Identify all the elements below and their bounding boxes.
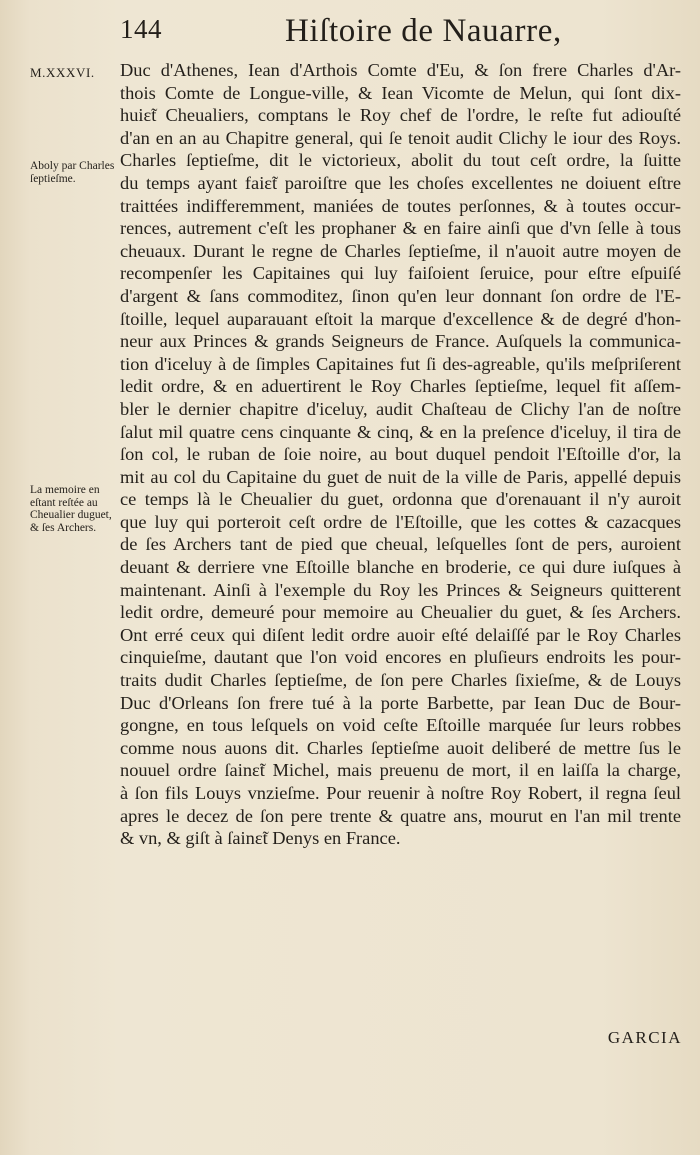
body-line: cheuaux. Durant le regne de Charles ſeptieſme, il n'auoit autre moyen de xyxy=(120,240,681,261)
body-line: ledit ordre, & en aduertirent le Roy Charles ſeptieſme, lequel fit aſſem- xyxy=(120,376,681,397)
body-line: nouuel ordre ſainɛ̃t Michel, mais preuenu de mort, il en laiſſa la charge, xyxy=(120,760,681,781)
body-text xyxy=(120,59,681,850)
margin-note-line: & ſes Archers. xyxy=(30,521,97,534)
body-line: neur aux Princes & grands Seigneurs de France. Auſquels la communica- xyxy=(120,331,681,352)
body-line: du temps ayant faiɛ̃t paroiſtre que les choſes excellentes ne doiuent eſtre xyxy=(120,172,681,193)
body-line: rences, autrement c'eſt les prophaner & en faire ainſi que d'vn ſelle à tous xyxy=(120,218,681,239)
catchword: GARCIA xyxy=(607,1028,682,1047)
body-line: deuant & derriere vne Eſtoille blanche en broderie, ce qui dure iuſques à xyxy=(120,557,681,578)
body-line: recompenſer les Capitaines qui luy faiſoient ſeruice, pour eſtre eſpuiſé xyxy=(120,263,681,284)
body-line: apres le decez de ſon pere trente & quatre ans, mourut en l'an mil trente xyxy=(120,805,681,826)
body-line: gongne, en tous leſquels on void ceſte Eſtoille marquée ſur leurs robbes xyxy=(120,715,681,736)
body-line: d'argent & ſans commoditez, ſinon qu'en leur donnant ſon ordre de l'E- xyxy=(120,285,681,306)
page-number: 144 xyxy=(120,14,162,44)
body-line: traits dudit Charles ſeptieſme, de ſon pere Charles ſixieſme, & de Louys xyxy=(120,670,681,691)
body-line: à ſon fils Louys vnzieſme. Pour reuenir à noſtre Roy Robert, il regna ſeul xyxy=(120,783,681,803)
body-line: cinquieſme, dautant que l'on void encores en pluſieurs endroits les pour- xyxy=(120,647,681,668)
margin-note-line: eſtant reſtée au xyxy=(30,496,98,509)
body-line: thois Comte de Longue-ville, & Iean Vicomte de Melun, qui ſont dix- xyxy=(120,82,681,103)
body-line: Ont erré ceux qui diſent ledit ordre auoir eſté delaiſſé par le Roy Charles xyxy=(120,624,681,645)
body-line: ſon col, le ruban de ſoie noire, au bout duquel pendoit l'Eſtoille d'or, la xyxy=(120,444,681,465)
margin-note-line: Cheualier duguet, xyxy=(30,509,112,521)
margin-note-line: La memoire en xyxy=(30,484,100,496)
body-line: & vn, & giſt à ſainɛ̃t Denys en France. xyxy=(120,828,401,849)
body-line: traittées indifferemment, maniées de toutes perſonnes, & à toutes occur- xyxy=(120,195,681,216)
margin-year: M.XXXVI. xyxy=(30,65,95,80)
body-line: ledit ordre, demeuré pour memoire au Cheualier du guet, & ſes Archers. xyxy=(120,602,681,623)
body-line: maintenant. Ainſi à l'exemple du Roy les Princes & Seigneurs quitterent xyxy=(120,579,681,600)
body-line: bler le dernier chapitre d'iceluy, audit Chaſteau de Clichy l'an de noſtre xyxy=(120,398,681,419)
running-title: Hiſtoire de Nauarre, xyxy=(285,13,562,49)
body-line: tion d'iceluy à de ſimples Capitaines fut ſi des-agreable, qu'ils meſpriſerent xyxy=(120,353,681,374)
body-line: huiɛ̃t Cheualiers, comptans le Roy chef de l'ordre, le reſte fut adiouſté xyxy=(120,105,681,126)
body-line: de ſes Archers tant de pied que cheual, leſquelles ſont de pers, auroient xyxy=(120,534,681,555)
body-line: comme nous auons dit. Charles ſeptieſme auoit deliberé de mettre ſus le xyxy=(120,737,681,758)
body-line: ce temps là le Cheualier du guet, ordonna que d'orenauant il n'y auroit xyxy=(120,489,681,510)
margin-note-line: ſeptieſme. xyxy=(30,172,76,185)
margin-note-abolition xyxy=(30,160,120,185)
body-line: ſtoille, lequel auparauant eſtoit la marque d'excellence & de degré d'hon- xyxy=(120,308,681,329)
body-line: Charles ſeptieſme, dit le victorieux, abolit du tout ceſt ordre, la ſuitte xyxy=(120,150,681,171)
body-line: mit au col du Capitaine du guet de nuit de la ville de Paris, appellé depuis xyxy=(120,466,681,487)
body-line: que luy qui porteroit ceſt ordre de l'Eſtoille, que les cottes & cazacques xyxy=(120,511,681,532)
margin-note-line: Aboly par Charles xyxy=(30,160,115,172)
body-line: ſalut mil quatre cens cinquante & cinq, & en la preſence d'iceluy, il tira de xyxy=(120,421,681,442)
body-line: Duc d'Orleans ſon frere tué à la porte Barbette, par Iean Duc de Bour- xyxy=(120,692,681,713)
body-line: d'an en an au Chapitre general, qui ſe tenoit audit Clichy le iour des Roys. xyxy=(120,127,681,148)
margin-note-memory xyxy=(30,484,120,534)
body-line: Duc d'Athenes, Iean d'Arthois Comte d'Eu, & ſon frere Charles d'Ar- xyxy=(120,60,681,80)
